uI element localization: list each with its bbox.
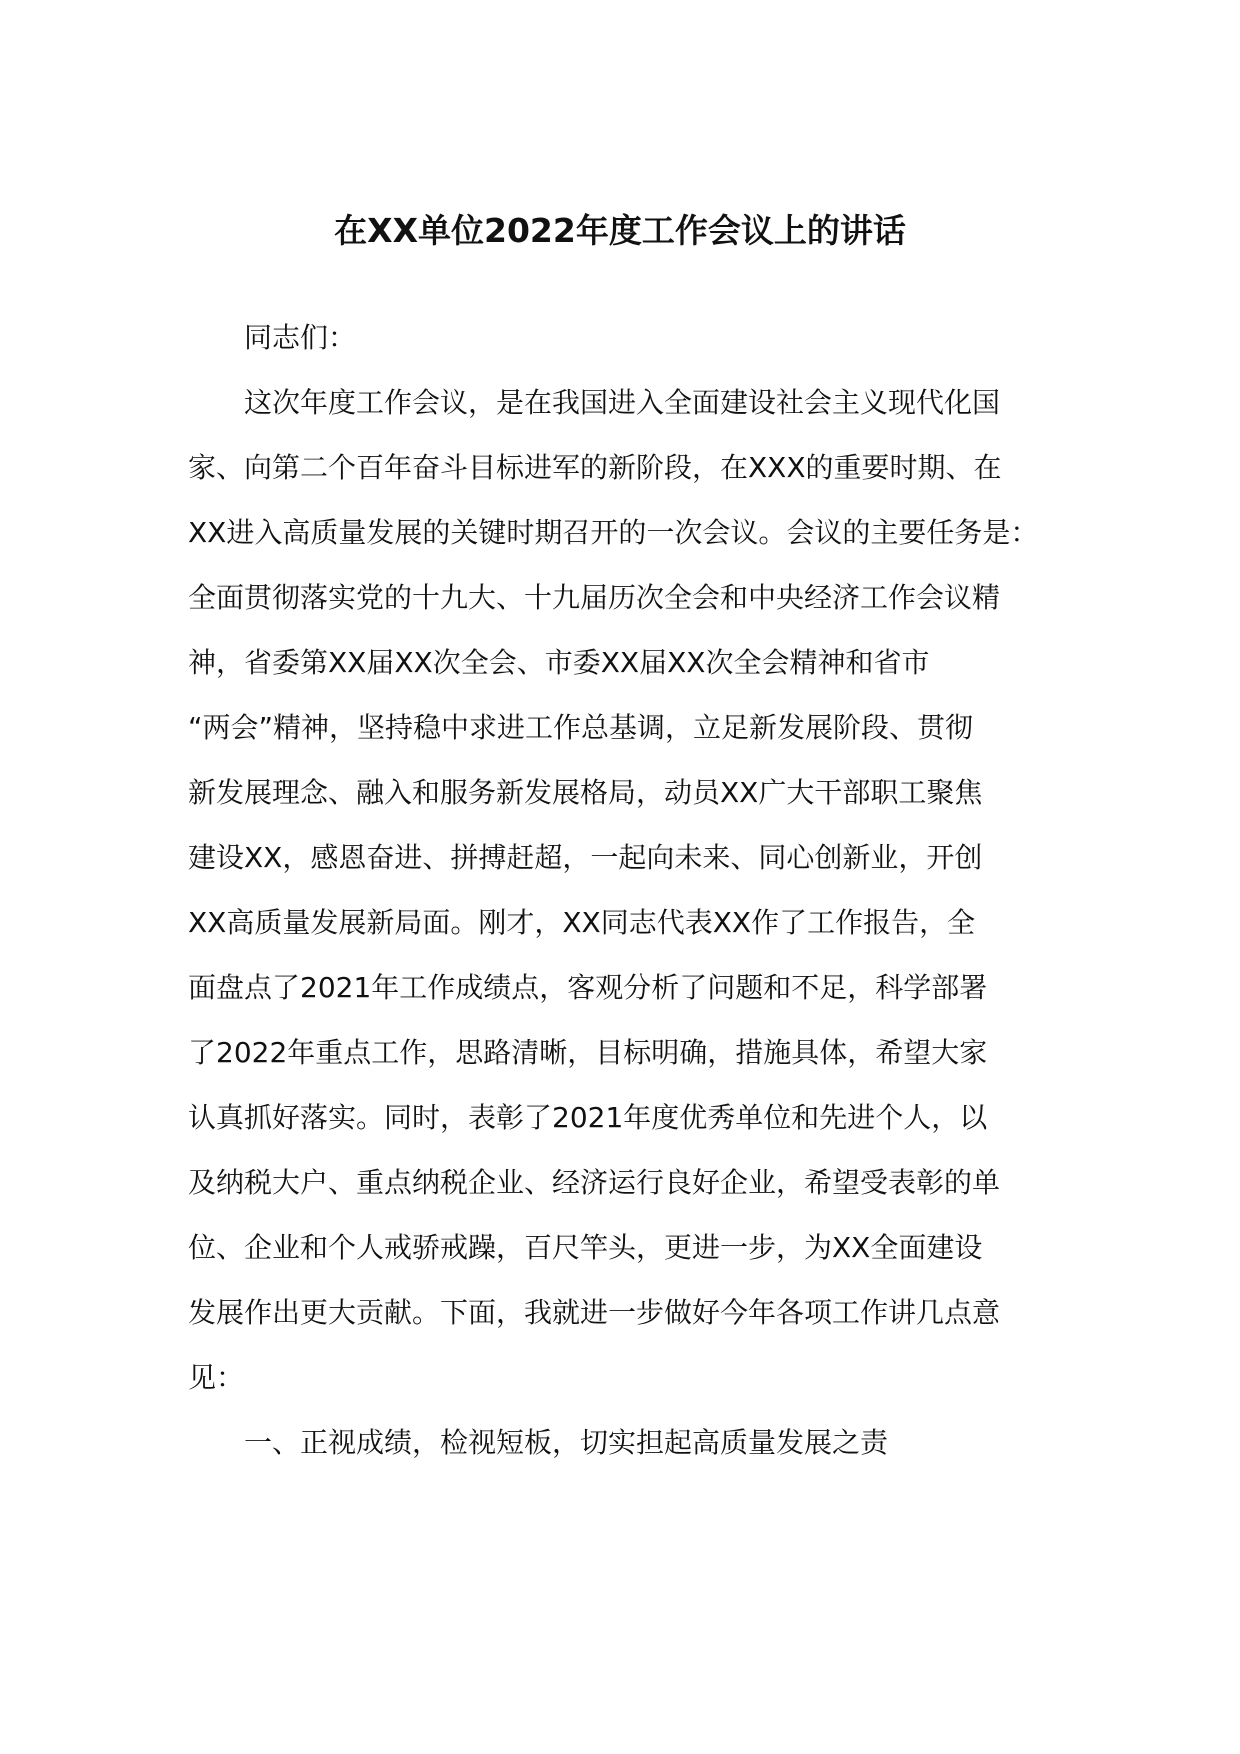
text-line: 建设XX，感恩奋进、拼搏赶超，一起向未来、同心创新业，开创 (188, 841, 983, 874)
text-line: 全面贯彻落实党的十九大、十九届历次全会和中央经济工作会议精 (188, 581, 1001, 614)
text-line: 了2022年重点工作，思路清晰，目标明确，措施具体，希望大家 (188, 1036, 988, 1069)
text-line: 发展作出更大贡献。下面，我就进一步做好今年各项工作讲几点意 (188, 1296, 1001, 1329)
text-line: XX高质量发展新局面。刚才，XX同志代表XX作了工作报告，全 (188, 906, 976, 939)
document-title: 在XX单位2022年度工作会议上的讲话 (334, 211, 906, 250)
text-line: 位、企业和个人戒骄戒躁，百尺竿头，更进一步，为XX全面建设 (188, 1231, 983, 1264)
text-line: 面盘点了2021年工作成绩点，客观分析了问题和不足，科学部署 (188, 971, 988, 1004)
text-line: 家、向第二个百年奋斗目标进军的新阶段，在XXX的重要时期、在 (188, 451, 1002, 484)
section-heading: 一、正视成绩，检视短板，切实担起高质量发展之责 (188, 1426, 889, 1459)
text-line: 神，省委第XX届XX次全会、市委XX届XX次全会精神和省市 (188, 646, 930, 679)
text-line: XX进入高质量发展的关键时期召开的一次会议。会议的主要任务是： (188, 516, 1039, 549)
text-line: “两会”精神，坚持稳中求进工作总基调，立足新发展阶段、贯彻 (188, 711, 974, 744)
document-body (188, 305, 1088, 1475)
text-line: 及纳税大户、重点纳税企业、经济运行良好企业，希望受表彰的单 (188, 1166, 1001, 1199)
text-line: 新发展理念、融入和服务新发展格局，动员XX广大干部职工聚焦 (188, 776, 983, 809)
text-line: 认真抓好落实。同时，表彰了2021年度优秀单位和先进个人，以 (188, 1101, 988, 1134)
text-line: 同志们： (188, 321, 357, 354)
text-line: 这次年度工作会议，是在我国进入全面建设社会主义现代化国 (188, 386, 1001, 419)
text-line: 见： (188, 1361, 245, 1394)
